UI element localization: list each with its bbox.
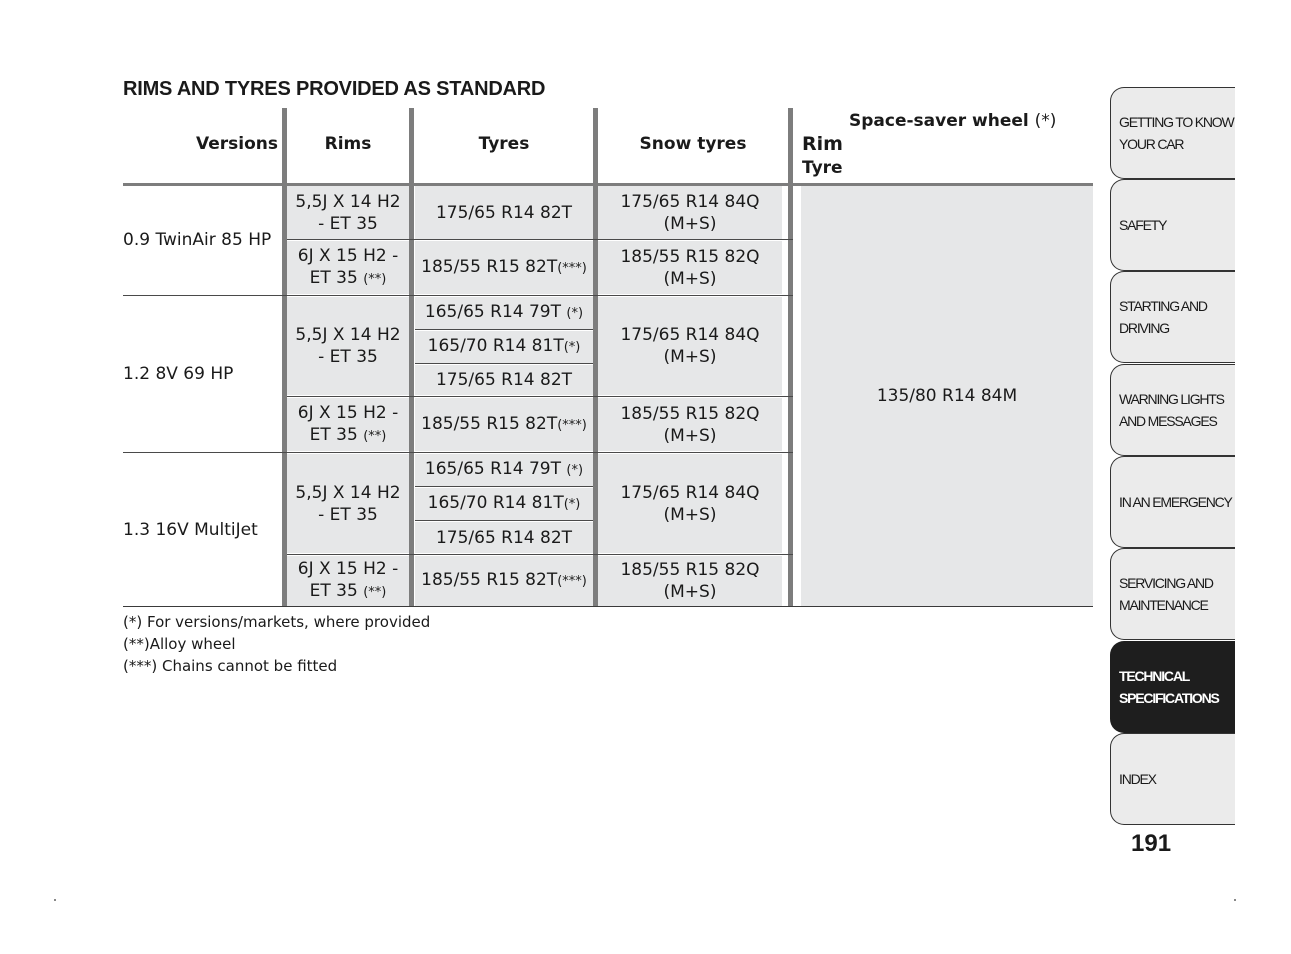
rim-cell: 6J X 15 H2 - ET 35 (**) — [287, 398, 409, 451]
tyre-cell: 165/70 R14 81T(*) — [415, 488, 593, 520]
tyre-cell: 185/55 R15 82T(***) — [415, 398, 593, 451]
snow-tyre-cell: 185/55 R15 82Q (M+S) — [598, 398, 782, 451]
nav-tab-safety[interactable]: SAFETY — [1110, 179, 1235, 271]
row-rule — [415, 520, 593, 521]
row-rule — [287, 239, 793, 240]
tyre-cell: 175/65 R14 82T — [415, 522, 593, 553]
nav-tab-technical-specs[interactable]: TECHNICAL SPECIFICATIONS — [1110, 641, 1235, 733]
header-space-saver — [849, 108, 1089, 134]
rim-cell: 6J X 15 H2 - ET 35 (**) — [287, 241, 409, 294]
footnotes — [123, 611, 430, 677]
version-label: 1.2 8V 69 HP — [123, 364, 234, 384]
crop-mark — [54, 899, 56, 901]
snow-tyre-cell: 175/65 R14 84Q (M+S) — [598, 454, 782, 553]
footnote: (*) For versions/markets, where provided — [123, 613, 431, 631]
header-tyres: Tyres — [478, 134, 530, 154]
nav-tab-warning-lights[interactable]: WARNING LIGHTS AND MESSAGES — [1110, 364, 1235, 456]
header-space-saver-mark: (*) — [1034, 111, 1057, 131]
snow-tyre-cell: 175/65 R14 84Q (M+S) — [598, 186, 782, 239]
header-tyre: Tyre — [802, 158, 843, 178]
footnote: (***) Chains cannot be fitted — [123, 657, 338, 675]
row-rule — [415, 486, 593, 487]
snow-tyre-cell: 185/55 R15 82Q (M+S) — [598, 556, 782, 606]
section-title: RIMS AND TYRES PROVIDED AS STANDARD — [123, 78, 546, 100]
rim-cell: 5,5J X 14 H2 - ET 35 — [287, 186, 409, 239]
header-rim: Rim — [802, 133, 843, 155]
rim-cell: 6J X 15 H2 - ET 35 (**) — [287, 556, 409, 606]
nav-tab-index[interactable]: INDEX — [1110, 733, 1235, 825]
tyre-cell: 165/65 R14 79T (*) — [415, 297, 593, 329]
row-rule — [123, 452, 793, 453]
tyre-cell: 175/65 R14 82T — [415, 365, 593, 395]
row-rule — [123, 295, 793, 296]
header-rims: Rims — [324, 134, 372, 154]
row-rule — [415, 329, 593, 330]
nav-tab-getting-to-know[interactable]: GETTING TO KNOW YOUR CAR — [1110, 87, 1235, 179]
header-snow-tyres: Snow tyres — [639, 134, 747, 154]
snow-tyre-cell: 185/55 R15 82Q (M+S) — [598, 241, 782, 294]
tyre-cell: 165/70 R14 81T(*) — [415, 331, 593, 363]
crop-mark — [1234, 899, 1236, 901]
tyre-cell: 175/65 R14 82T — [415, 186, 593, 239]
version-label: 1.3 16V MultiJet — [123, 520, 258, 540]
tyre-cell: 185/55 R15 82T(***) — [415, 556, 593, 606]
nav-tab-emergency[interactable]: IN AN EMERGENCY — [1110, 456, 1235, 548]
snow-tyre-cell: 175/65 R14 84Q (M+S) — [598, 297, 782, 395]
nav-tab-starting-driving[interactable]: STARTING AND DRIVING — [1110, 271, 1235, 363]
space-saver-value: 135/80 R14 84M — [801, 186, 1093, 606]
rim-cell: 5,5J X 14 H2 - ET 35 — [287, 454, 409, 553]
page-number: 191 — [1131, 830, 1172, 857]
row-rule — [415, 363, 593, 364]
rim-cell: 5,5J X 14 H2 - ET 35 — [287, 297, 409, 395]
tyre-cell: 165/65 R14 79T (*) — [415, 454, 593, 486]
tyre-cell: 185/55 R15 82T(***) — [415, 241, 593, 294]
row-rule — [287, 396, 793, 397]
nav-tab-servicing[interactable]: SERVICING AND MAINTENANCE — [1110, 548, 1235, 640]
footnote: (**)Alloy wheel — [123, 635, 236, 653]
row-rule — [287, 554, 793, 555]
header-versions: Versions — [196, 134, 278, 154]
table-bottom-rule — [123, 606, 1093, 607]
header-space-saver-label: Space-saver wheel — [849, 111, 1029, 131]
version-label: 0.9 TwinAir 85 HP — [123, 230, 272, 250]
